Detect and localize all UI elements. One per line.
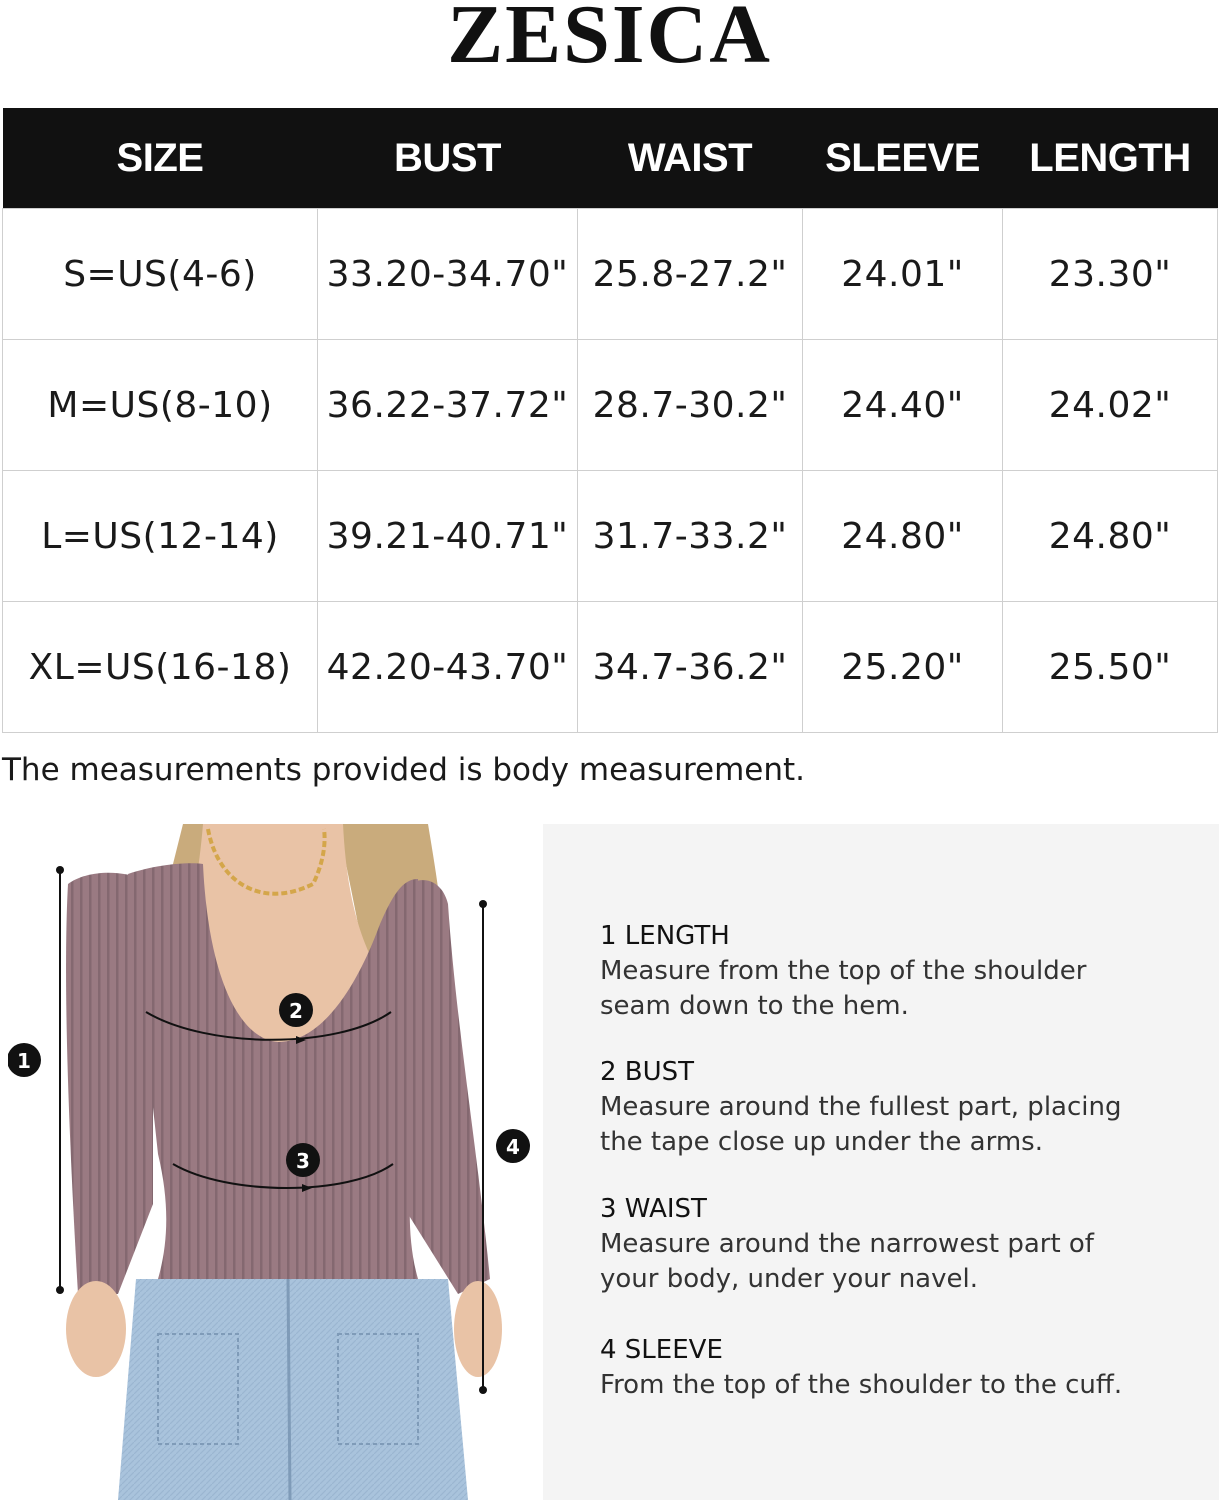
cell-bust: 33.20-34.70" (318, 209, 578, 340)
cell-bust: 36.22-37.72" (318, 340, 578, 471)
guide-waist (600, 1191, 1200, 1297)
guide-desc-line: Measure from the top of the shoulder (600, 956, 1087, 986)
model-photo (8, 824, 540, 1500)
guide-length (600, 918, 1200, 1024)
cell-size: M=US(8-10) (3, 340, 318, 471)
cell-length: 24.02" (1003, 340, 1218, 471)
marker-4 (496, 1129, 530, 1163)
guide-desc-line: your body, under your navel. (600, 1264, 978, 1294)
cell-size: S=US(4-6) (3, 209, 318, 340)
cell-waist: 31.7-33.2" (578, 471, 803, 602)
brand-logo: ZESICA (447, 0, 772, 81)
cell-bust: 39.21-40.71" (318, 471, 578, 602)
guide-desc-line: seam down to the hem. (600, 991, 909, 1021)
svg-text:1: 1 (17, 1049, 31, 1073)
guide-desc-line: From the top of the shoulder to the cuff. (600, 1370, 1123, 1400)
cell-length: 24.80" (1003, 471, 1218, 602)
guide-title: 3 WAIST (600, 1194, 707, 1224)
cell-length: 23.30" (1003, 209, 1218, 340)
cell-bust: 42.20-43.70" (318, 602, 578, 733)
cell-waist: 25.8-27.2" (578, 209, 803, 340)
guide-title: 4 SLEEVE (600, 1335, 723, 1365)
cell-sleeve: 24.80" (803, 471, 1003, 602)
measurement-guide (543, 824, 1219, 1500)
guide-desc-line: Measure around the narrowest part of (600, 1229, 1094, 1259)
header-waist: WAIST (578, 108, 803, 209)
marker-2 (279, 993, 313, 1027)
header-sleeve: SLEEVE (803, 108, 1003, 209)
guide-bust (600, 1054, 1200, 1160)
guide-title: 1 LENGTH (600, 921, 730, 951)
cell-sleeve: 24.01" (803, 209, 1003, 340)
marker-1 (8, 1043, 41, 1077)
guide-desc-line: Measure around the fullest part, placing (600, 1092, 1122, 1122)
measurement-note: The measurements provided is body measurement. (2, 752, 806, 788)
guide-title: 2 BUST (600, 1057, 695, 1087)
table-row (3, 471, 1218, 602)
model-illustration (8, 824, 540, 1500)
marker-3 (286, 1143, 320, 1177)
guide-sleeve (600, 1332, 1200, 1403)
table-row (3, 340, 1218, 471)
header-size: SIZE (3, 108, 318, 209)
cell-length: 25.50" (1003, 602, 1218, 733)
cell-size: XL=US(16-18) (3, 602, 318, 733)
table-header-row (3, 108, 1218, 209)
size-chart-table (2, 108, 1218, 733)
header-length: LENGTH (1003, 108, 1218, 209)
table-row (3, 209, 1218, 340)
cell-sleeve: 25.20" (803, 602, 1003, 733)
svg-text:4: 4 (506, 1135, 520, 1159)
svg-text:3: 3 (296, 1149, 310, 1173)
table-row (3, 602, 1218, 733)
cell-size: L=US(12-14) (3, 471, 318, 602)
header-bust: BUST (318, 108, 578, 209)
cell-waist: 28.7-30.2" (578, 340, 803, 471)
guide-desc-line: the tape close up under the arms. (600, 1127, 1043, 1157)
svg-text:2: 2 (289, 999, 303, 1023)
cell-sleeve: 24.40" (803, 340, 1003, 471)
cell-waist: 34.7-36.2" (578, 602, 803, 733)
